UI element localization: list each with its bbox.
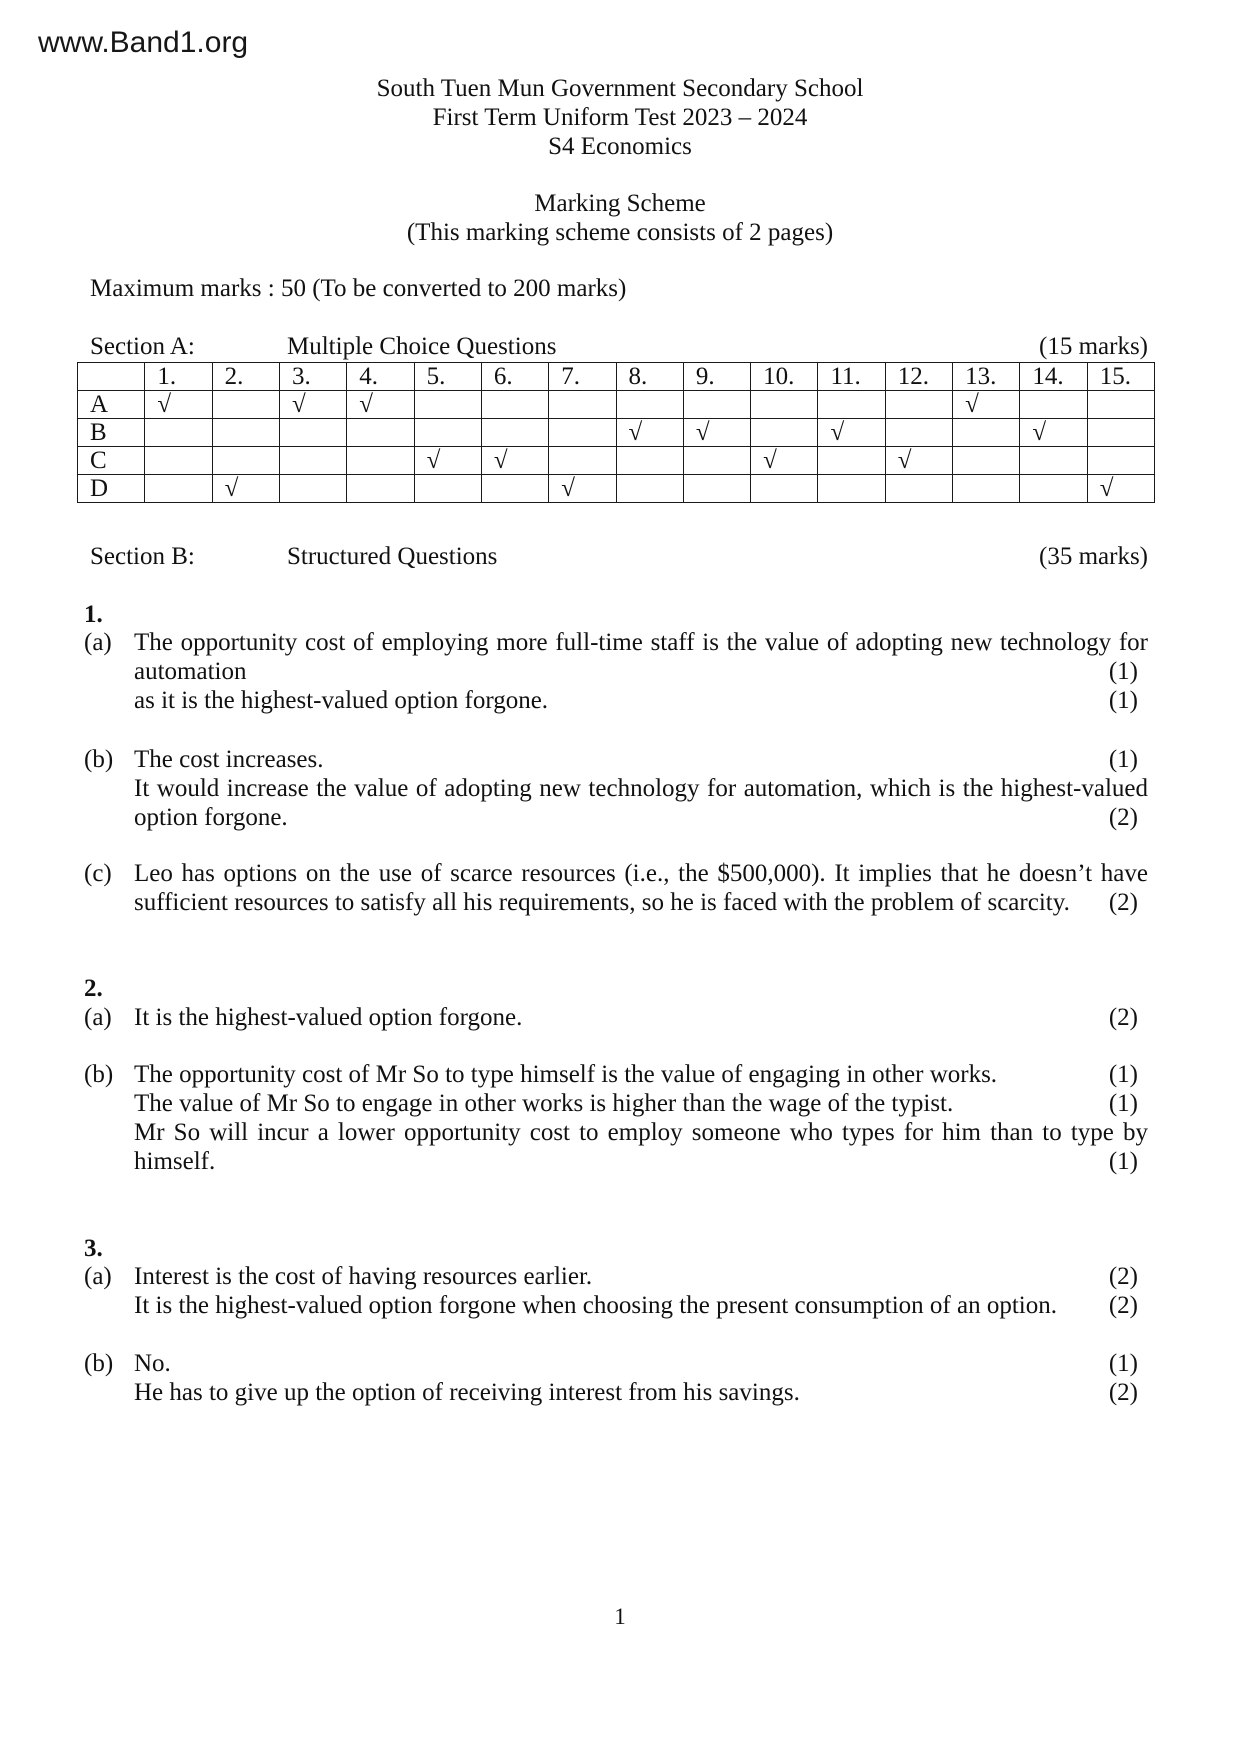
mc-answer-cell (145, 447, 212, 475)
answer-text: automation (134, 658, 247, 685)
mc-answer-cell (279, 475, 346, 503)
mc-question-number: 1. (145, 363, 212, 391)
section-b-label: Section B: (90, 543, 195, 570)
mc-answer-cell (145, 475, 212, 503)
mc-answer-cell (481, 419, 548, 447)
mc-answer-cell (414, 391, 481, 419)
answer-line (134, 1147, 1148, 1176)
mc-answer-cell (818, 391, 885, 419)
section-a-title: Multiple Choice Questions (287, 333, 557, 360)
mc-question-number: 7. (549, 363, 616, 391)
mc-question-number: 13. (953, 363, 1020, 391)
question-1-part-c (84, 859, 1148, 917)
answer-line (134, 628, 1148, 657)
mc-answer-cell (1087, 391, 1154, 419)
mc-answer-cell (212, 419, 279, 447)
watermark-text: www.Band1.org (38, 26, 249, 59)
mc-answer-cell (751, 391, 818, 419)
mc-question-number: 15. (1087, 363, 1154, 391)
mc-option-row-C (78, 447, 1155, 475)
document-title: Marking Scheme (534, 190, 706, 217)
document-title-block (0, 189, 1240, 247)
mc-answer-cell (212, 447, 279, 475)
school-name: South Tuen Mun Government Secondary School (376, 75, 864, 102)
answer-line (134, 745, 1148, 774)
mc-answer-cell (953, 447, 1020, 475)
mc-answer-cell (145, 419, 212, 447)
mc-option-label: A (78, 391, 145, 419)
mc-question-number: 14. (1020, 363, 1087, 391)
mc-answer-cell: √ (616, 419, 683, 447)
subject-title: S4 Economics (548, 133, 692, 160)
answer-text: Interest is the cost of having resources earlier. (134, 1263, 593, 1290)
page-number: 1 (614, 1604, 626, 1629)
mc-answer-cell: √ (481, 447, 548, 475)
answer-text: It would increase the value of adopting new technology for automation, which is the highest-valued (134, 775, 1148, 802)
answer-line (134, 686, 1148, 715)
answer-text: option forgone. (134, 804, 288, 831)
marks-value: (1) (1108, 687, 1138, 714)
answer-text: himself. (134, 1148, 216, 1175)
question-3-part-b (84, 1349, 1148, 1407)
mc-answer-cell (818, 447, 885, 475)
mc-answer-cell: √ (145, 391, 212, 419)
mc-answer-cell (885, 391, 952, 419)
question-2-part-b (84, 1060, 1148, 1176)
max-marks-note: Maximum marks : 50 (To be converted to 200 marks) (90, 275, 627, 302)
mc-corner-cell (78, 363, 145, 391)
mc-answer-cell (953, 419, 1020, 447)
part-b-label: (b) (84, 1061, 114, 1088)
mc-option-label: B (78, 419, 145, 447)
mc-answer-cell (481, 475, 548, 503)
part-a-label: (a) (84, 629, 112, 656)
answer-text: The opportunity cost of employing more full-time staff is the value of adopting new technology for (134, 629, 1148, 656)
mc-answer-cell (683, 475, 750, 503)
answer-line (134, 774, 1148, 803)
answer-line (134, 1378, 1148, 1407)
answer-line (134, 859, 1148, 888)
mc-answer-cell: √ (212, 475, 279, 503)
section-a-heading (90, 332, 1148, 361)
marks-value: (2) (1108, 1004, 1138, 1031)
mc-answer-cell (279, 447, 346, 475)
mc-answer-cell: √ (885, 447, 952, 475)
mc-answer-cell (549, 447, 616, 475)
mc-answer-cell (616, 475, 683, 503)
question-1-part-b (84, 745, 1148, 832)
part-b-label: (b) (84, 746, 114, 773)
mc-answer-cell (818, 475, 885, 503)
mc-question-number: 4. (347, 363, 414, 391)
mc-answer-table (77, 362, 1155, 503)
answer-line (134, 1089, 1148, 1118)
mc-question-number: 10. (751, 363, 818, 391)
mc-answer-cell (279, 419, 346, 447)
marks-value: (2) (1108, 1379, 1138, 1406)
marks-value: (2) (1108, 1292, 1138, 1319)
document-header (0, 74, 1240, 161)
mc-answer-cell: √ (1087, 475, 1154, 503)
question-2-number: 2. (84, 975, 103, 1002)
document-note: (This marking scheme consists of 2 pages) (406, 219, 834, 246)
mc-answer-cell (616, 447, 683, 475)
marks-value: (1) (1108, 1061, 1138, 1088)
mc-question-number: 8. (616, 363, 683, 391)
answer-text: The cost increases. (134, 746, 324, 773)
mc-question-number: 9. (683, 363, 750, 391)
answer-line (134, 803, 1148, 832)
mc-answer-cell (683, 447, 750, 475)
answer-text: sufficient resources to satisfy all his requirements, so he is faced with the problem of scarcity. (134, 889, 1070, 916)
mc-question-number: 11. (818, 363, 885, 391)
answer-line (134, 1291, 1148, 1320)
mc-option-label: D (78, 475, 145, 503)
answer-line (134, 1118, 1148, 1147)
question-1-part-a (84, 628, 1148, 715)
question-3-part-a (84, 1262, 1148, 1320)
mc-answer-cell (953, 475, 1020, 503)
mc-answer-cell (616, 391, 683, 419)
mc-option-row-A (78, 391, 1155, 419)
answer-text: It is the highest-valued option forgone. (134, 1004, 523, 1031)
part-b-label: (b) (84, 1350, 114, 1377)
answer-line (134, 1262, 1148, 1291)
answer-line (134, 1349, 1148, 1378)
question-1-number: 1. (84, 601, 103, 628)
answer-line (134, 657, 1148, 686)
part-a-label: (a) (84, 1263, 112, 1290)
section-b-marks: (35 marks) (1039, 543, 1148, 570)
answer-text: No. (134, 1350, 171, 1377)
mc-answer-cell (1020, 391, 1087, 419)
mc-option-row-B (78, 419, 1155, 447)
marks-value: (2) (1108, 804, 1138, 831)
section-b-title: Structured Questions (287, 543, 498, 570)
mc-answer-cell: √ (1020, 419, 1087, 447)
marks-value: (1) (1108, 1090, 1138, 1117)
mc-answer-cell: √ (279, 391, 346, 419)
answer-text: The opportunity cost of Mr So to type himself is the value of engaging in other works. (134, 1061, 998, 1088)
mc-answer-cell (683, 391, 750, 419)
mc-header-row (78, 363, 1155, 391)
mc-answer-cell (751, 419, 818, 447)
mc-answer-cell (885, 419, 952, 447)
marks-value: (1) (1108, 746, 1138, 773)
part-c-label: (c) (84, 860, 112, 887)
question-2-part-a (84, 1003, 1148, 1032)
mc-answer-cell: √ (683, 419, 750, 447)
exam-title: First Term Uniform Test 2023 – 2024 (432, 104, 808, 131)
answer-line (134, 1060, 1148, 1089)
mc-question-number: 2. (212, 363, 279, 391)
mc-option-label: C (78, 447, 145, 475)
mc-answer-cell (751, 475, 818, 503)
mc-answer-cell: √ (549, 475, 616, 503)
marks-value: (2) (1108, 889, 1138, 916)
mc-answer-cell: √ (347, 391, 414, 419)
mc-answer-cell (347, 419, 414, 447)
answer-text: The value of Mr So to engage in other works is higher than the wage of the typist. (134, 1090, 954, 1117)
marks-value: (2) (1108, 1263, 1138, 1290)
mc-answer-cell: √ (414, 447, 481, 475)
mc-question-number: 6. (481, 363, 548, 391)
mc-answer-cell (549, 391, 616, 419)
mc-answer-cell (1020, 447, 1087, 475)
section-a-marks: (15 marks) (1039, 333, 1148, 360)
part-a-label: (a) (84, 1004, 112, 1031)
marks-value: (1) (1108, 1350, 1138, 1377)
mc-answer-cell (212, 391, 279, 419)
mc-question-number: 12. (885, 363, 952, 391)
answer-text: It is the highest-valued option forgone when choosing the present consumption of an option. (134, 1292, 1057, 1319)
mc-answer-cell (481, 391, 548, 419)
marks-value: (1) (1108, 658, 1138, 685)
marks-value: (1) (1108, 1148, 1138, 1175)
answer-line (134, 888, 1148, 917)
mc-answer-cell (549, 419, 616, 447)
mc-answer-cell (1087, 419, 1154, 447)
mc-question-number: 3. (279, 363, 346, 391)
mc-answer-cell: √ (818, 419, 885, 447)
answer-text: He has to give up the option of receiving interest from his savings. (134, 1379, 800, 1406)
mc-answer-cell (1020, 475, 1087, 503)
mc-answer-cell (414, 419, 481, 447)
answer-text: Leo has options on the use of scarce resources (i.e., the $500,000). It implies that he doesn’t have (134, 860, 1148, 887)
mc-question-number: 5. (414, 363, 481, 391)
mc-answer-cell (414, 475, 481, 503)
section-b-heading (90, 542, 1148, 571)
question-3-number: 3. (84, 1235, 103, 1262)
answer-line (134, 1003, 1148, 1032)
section-a-label: Section A: (90, 333, 195, 360)
answer-text: Mr So will incur a lower opportunity cost to employ someone who types for him than to type by (134, 1119, 1148, 1146)
answer-text: as it is the highest-valued option forgone. (134, 687, 549, 714)
mc-answer-cell (347, 447, 414, 475)
mc-answer-cell: √ (751, 447, 818, 475)
mc-answer-cell: √ (953, 391, 1020, 419)
mc-answer-cell (1087, 447, 1154, 475)
mc-answer-cell (347, 475, 414, 503)
mc-option-row-D (78, 475, 1155, 503)
mc-answer-cell (885, 475, 952, 503)
